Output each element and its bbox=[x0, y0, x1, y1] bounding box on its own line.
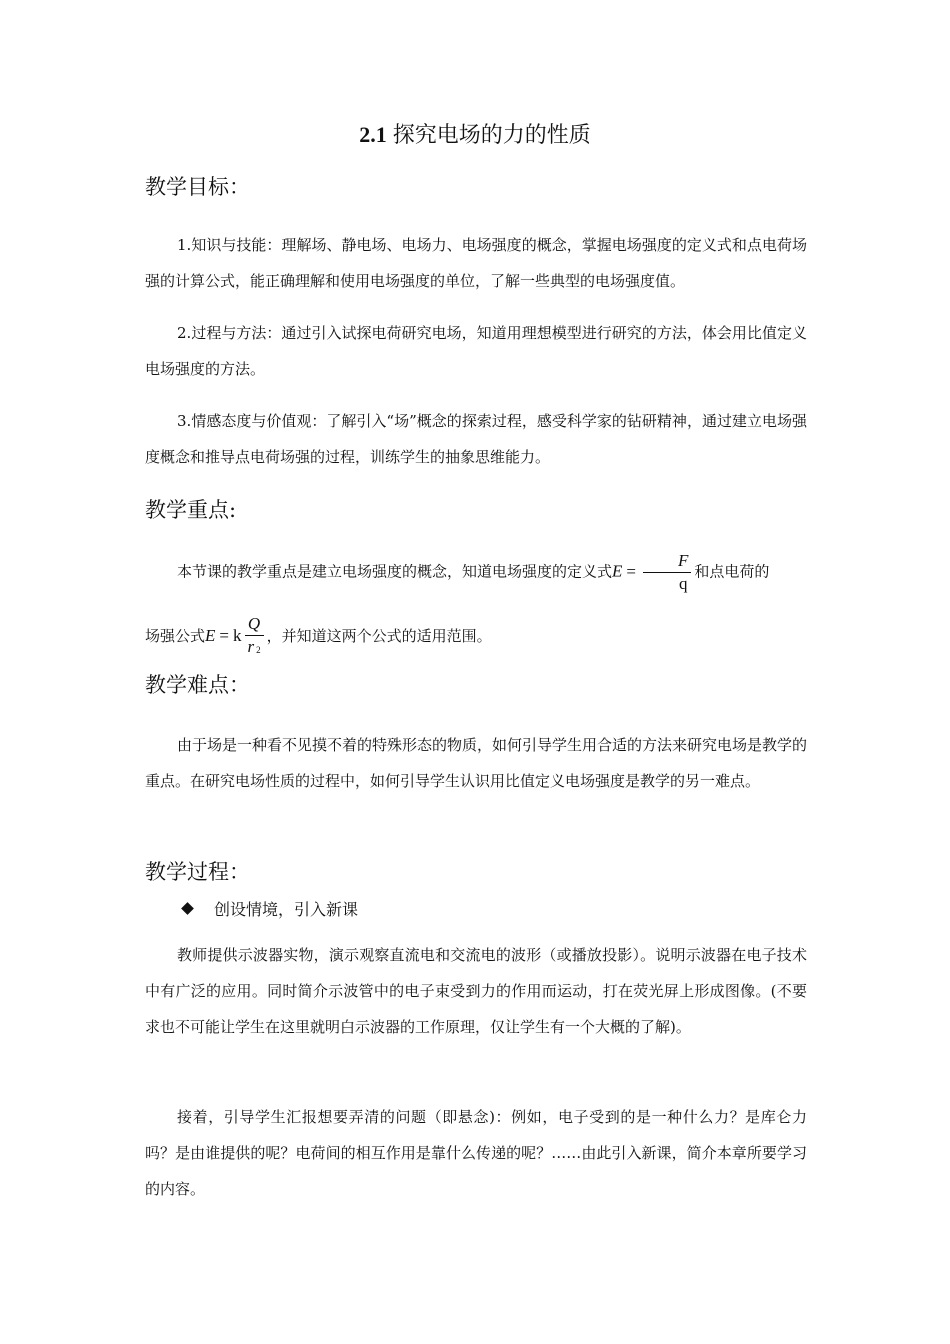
process-bullet-text: 创设情境，引入新课 bbox=[214, 900, 359, 919]
title-text: 探究电场的力的性质 bbox=[392, 123, 591, 148]
objective-item-2: 2.过程与方法：通过引入试探电荷研究电场，知道用理想模型进行研究的方法，体会用比值定义电场强度的方法。 bbox=[145, 324, 807, 378]
formula2-fraction bbox=[245, 613, 264, 661]
key-points-line-1 bbox=[145, 550, 807, 595]
difficulties-text: 由于场是一种看不见摸不着的特殊形态的物质，如何引导学生用合适的方法来研究电场是教学的重点。在研究电场性质的过程中，如何引导学生认识用比值定义电场强度是教学的另一难点。 bbox=[145, 736, 808, 790]
process-bullet bbox=[183, 895, 358, 925]
key-points-text-1b: 和点电荷的 bbox=[694, 562, 770, 581]
formula2-denominator bbox=[245, 635, 264, 661]
formula1-numerator: F bbox=[678, 551, 689, 570]
formula2-exponent: 2 bbox=[256, 645, 261, 655]
key-points-text-2b: ，并知道这两个公式的适用范围。 bbox=[266, 627, 492, 645]
formula2-op: = bbox=[219, 626, 229, 645]
diamond-bullet-icon bbox=[181, 902, 194, 915]
formula1-lhs: E bbox=[612, 561, 623, 581]
page-title bbox=[0, 118, 950, 153]
formula1-op: = bbox=[626, 561, 636, 581]
formula2-denominator-base: r bbox=[247, 637, 255, 656]
formula2-coefficient: k bbox=[233, 626, 242, 645]
difficulties-heading: 教学难点： bbox=[145, 673, 250, 697]
key-points-text-2a: 场强公式 bbox=[145, 627, 206, 645]
formula2-lhs: E bbox=[205, 626, 216, 645]
objective-item-3: 3.情感态度与价值观：了解引入“场”概念的探索过程，感受科学家的钻研精神，通过建立电场强度概念和推导点电荷场强的过程，训练学生的抽象思维能力。 bbox=[145, 412, 807, 466]
formula1-fraction bbox=[643, 550, 691, 595]
formula1-denominator: q bbox=[643, 572, 691, 595]
key-points-text-1a: 本节课的教学重点是建立电场强度的概念，知道电场强度的定义式 bbox=[177, 562, 613, 581]
process-paragraph-1: 教师提供示波器实物，演示观察直流电和交流电的波形（或播放投影）。说明示波器在电子技术中有广泛的应用。同时简介示波管中的电子束受到力的作用而运动，打在荧光屏上形成图像。(不要求也不可能让学生在这里就明白示波器的工作原理，仅让学生有一个大概的了解)。 bbox=[145, 946, 807, 1036]
section-number: 2.1 bbox=[359, 122, 387, 147]
process-heading: 教学过程： bbox=[145, 860, 250, 884]
objective-item-1: 1.知识与技能：理解场、静电场、电场力、电场强度的概念，掌握电场强度的定义式和点电荷场强的计算公式，能正确理解和使用电场强度的单位，了解一些典型的电场强度值。 bbox=[145, 236, 807, 290]
key-points-line-2 bbox=[145, 613, 807, 661]
key-points-heading: 教学重点: bbox=[145, 498, 237, 522]
process-paragraph-2: 接着，引导学生汇报想要弄清的问题（即悬念)：例如，电子受到的是一种什么力？是库仑力吗？是由谁提供的呢？电荷间的相互作用是靠什么传递的呢？……由此引入新课，简介本章所要学习的内容。 bbox=[145, 1108, 807, 1198]
formula2-numerator: Q bbox=[247, 614, 261, 633]
objectives-heading: 教学目标： bbox=[145, 175, 250, 199]
